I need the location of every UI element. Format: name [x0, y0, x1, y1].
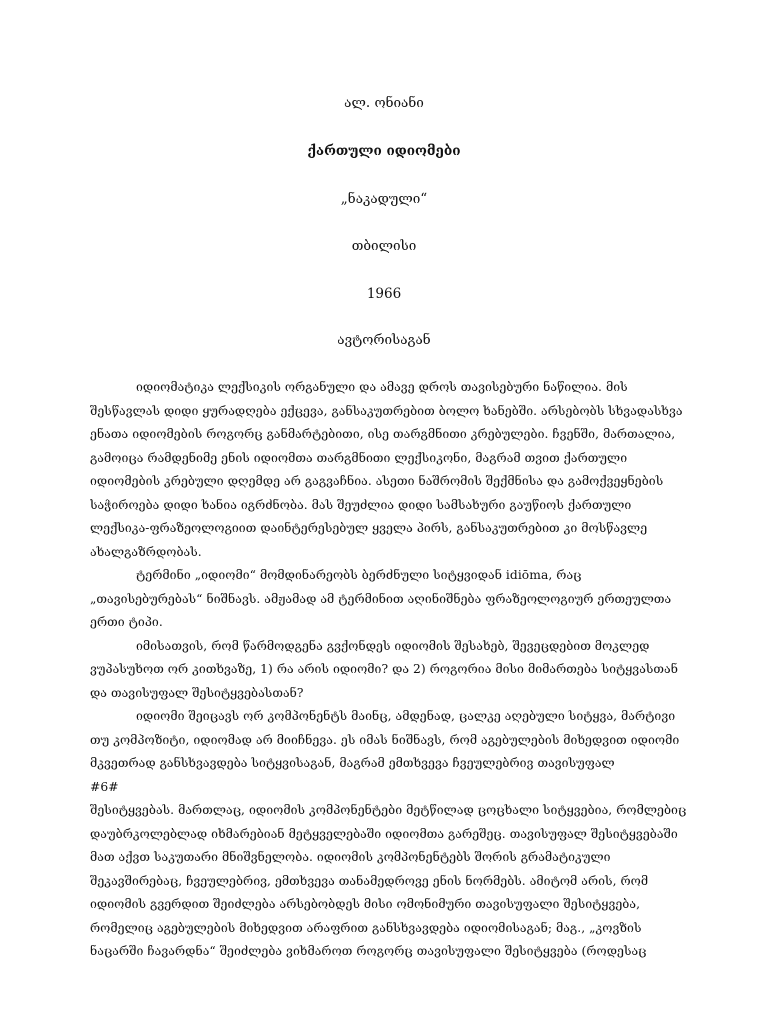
paragraph-line: ნაცარში ჩავარდნა“ შეიძლება ვიხმაროთ როგორც თავისუფალი შესიტყვება (როდესაც — [90, 944, 647, 958]
publication-year: 1966 — [366, 286, 402, 302]
publisher: „ნაკადული“ — [340, 191, 428, 207]
paragraph-line: გამოიცა რამდენიმე ენის იდიომთა თარგმნითი ლექსიკონი, მაგრამ თვით ქართული — [90, 450, 628, 465]
paragraph-line: თუ კომპოზიტი, იდიომად არ მიიჩნევა. ეს იმას ნიშნავს, რომ აგებულების მიხედვით იდიომი — [90, 732, 680, 747]
paragraph-line: ახალგაზრდობას. — [90, 544, 202, 559]
author-name: ალ. ონიანი — [344, 95, 424, 111]
paragraph-line: იმისათვის, რომ წარმოდგენა გვქონდეს იდიომის შესახებ, შევეცდებით მოკლედ — [136, 638, 650, 653]
paragraph-line: ერთი ტიპი. — [90, 615, 163, 629]
paragraph-line: მათ აქვთ საკუთარი მნიშვნელობა. იდიომის კომპონენტებს შორის გრამატიკული — [90, 850, 611, 864]
paragraph-line: რომელიც აგებულების მიხედვით არაფრით განსხვავდება იდიომისაგან; მაგ., „კოვზის — [90, 920, 642, 935]
paragraph-line: ლექსიკა-ფრაზეოლოგიით დაინტერესებულ ყველა პირს, განსაკუთრებით კი მოსწავლე — [90, 521, 648, 535]
paragraph-line: იდიომატიკა ლექსიკის ორგანული და ამავე დროს თავისებური ნაწილია. მის — [136, 380, 628, 394]
body-text — [90, 376, 690, 964]
paragraph-line: საჭიროება დიდი ხანია იგრძნობა. მას შეუძლია დიდი სამსახური გაუწიოს ქართული — [90, 497, 632, 512]
paragraph-line: ენათა იდიომების როგორც განმარტებითი, ისე თარგმნითი კრებულები. ჩვენში, მართალია, — [90, 427, 676, 441]
publication-city: თბილისი — [351, 238, 417, 254]
book-title: ქართული იდიომები — [307, 143, 461, 159]
paragraph-line: და თავისუფალ შესიტყვებასთან? — [90, 685, 304, 700]
paragraph-line: იდიომი შეიცავს ორ კომპონენტს მაინც, ამდენად, ცალკე აღებული სიტყვა, მარტივი — [136, 709, 676, 723]
paragraph-line: დაუბრკოლებლად იხმარებიან მეტყველებაში იდიომთა გარეშეც. თავისუფალ შესიტყვებაში — [90, 826, 678, 841]
paragraph-line: „თავისებურებას“ ნიშნავს. ამჟამად ამ ტერმინით აღინიშნება ფრაზეოლოგიურ ერთეულთა — [90, 591, 672, 606]
paragraph-line: ვუპასუხოთ ორ კითხვაზე, 1) რა არის იდიომი? და 2) როგორია მისი მიმართება სიტყვასთან — [90, 662, 679, 676]
section-heading: ავტორისაგან — [337, 332, 431, 348]
paragraph-line: მკვეთრად განსხვავდება სიტყვისაგან, მაგრამ ემთხვევა ჩვეულებრივ თავისუფალ — [90, 756, 615, 770]
paragraph-line: ტერმინი „იდიომი“ მომდინარეობს ბერძნული სიტყვიდან idiōma, რაც — [136, 568, 582, 582]
paragraph-line: შეკავშირებაც, ჩვეულებრივ, ემთხვევა თანამედროვე ენის ნორმებს. ამიტომ არის, რომ — [90, 873, 649, 888]
paragraph-line: იდიომების კრებული დღემდე არ გაგვაჩნია. ასეთი ნაშრომის შექმნისა და გამოქვეყნების — [90, 474, 664, 488]
paragraph-line: შესწავლას დიდი ყურადღება ექცევა, განსაკუთრებით ბოლო ხანებში. არსებობს სხვადასხვა — [90, 403, 683, 418]
page-marker: #6# — [90, 779, 119, 794]
paragraph-line: შესიტყვებას. მართლაც, იდიომის კომპონენტები მეტწილად ცოცხალი სიტყვებია, რომლებიც — [90, 803, 687, 817]
paragraph-line: იდიომის გვერდით შეიძლება არსებობდეს მისი ომონიმური თავისუფალი შესიტყვება, — [90, 897, 641, 911]
